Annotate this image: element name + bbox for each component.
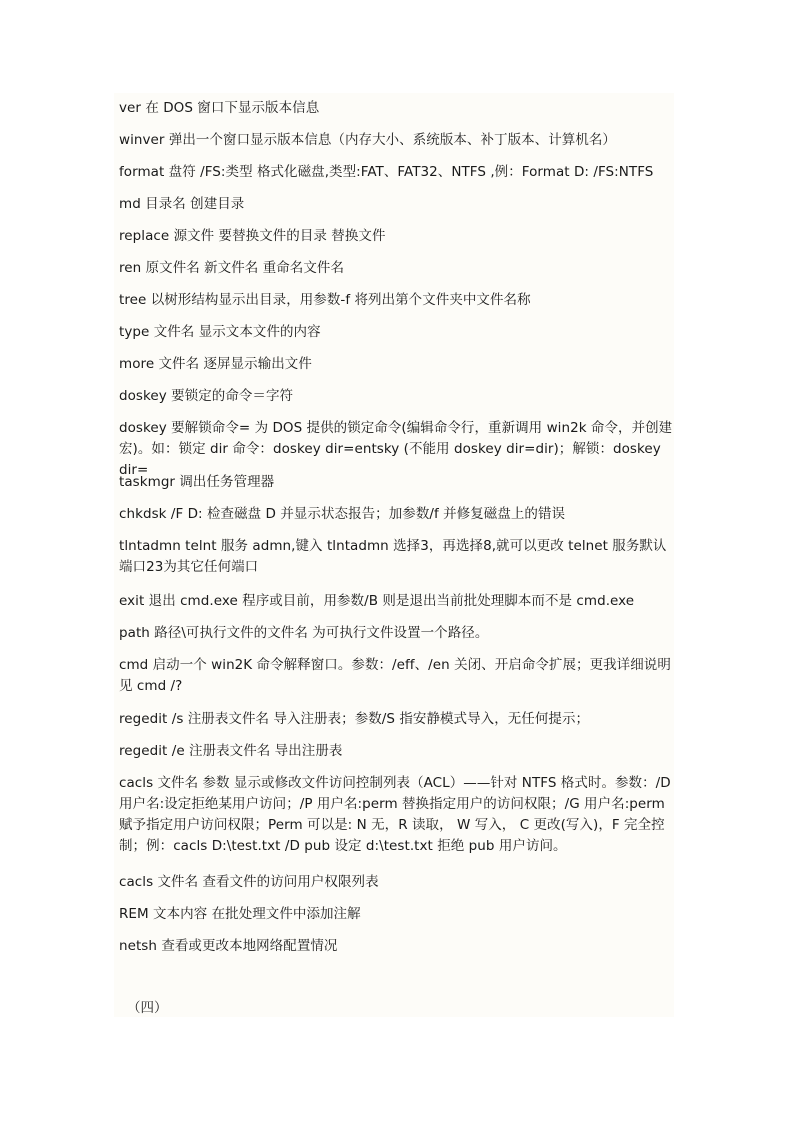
line-ren: ren 原文件名 新文件名 重命名文件名 [119, 260, 344, 276]
line-more: more 文件名 逐屏显示输出文件 [119, 356, 312, 372]
section-heading: （四） [127, 1000, 168, 1016]
line-cmd: cmd 启动一个 win2K 命令解释窗口。参数：/eff、/en 关闭、开启命令扩展；更我详细说明见 cmd /? [119, 657, 671, 694]
line-format: format 盘符 /FS:类型 格式化磁盘,类型:FAT、FAT32、NTFS ,例：Format D: /FS:NTFS [119, 164, 654, 180]
line-ver: ver 在 DOS 窗口下显示版本信息 [119, 100, 320, 116]
line-rem: REM 文本内容 在批处理文件中添加注解 [119, 906, 361, 922]
line-chkdsk: chkdsk /F D: 检查磁盘 D 并显示状态报告；加参数/f 并修复磁盘上的错误 [119, 506, 566, 522]
line-tree: tree 以树形结构显示出目录，用参数-f 将列出第个文件夹中文件名称 [119, 292, 531, 308]
line-netsh: netsh 查看或更改本地网络配置情况 [119, 938, 338, 954]
line-replace: replace 源文件 要替换文件的目录 替换文件 [119, 228, 386, 244]
line-taskmgr: taskmgr 调出任务管理器 [119, 474, 275, 490]
line-path: path 路径\可执行文件的文件名 为可执行文件设置一个路径。 [119, 625, 489, 641]
line-type: type 文件名 显示文本文件的内容 [119, 324, 321, 340]
line-tlntadmn: tlntadmn telnt 服务 admn,键入 tlntadmn 选择3，再选择8,就可以更改 telnet 服务默认端口23为其它任何端口 [119, 538, 667, 575]
line-winver: winver 弹出一个窗口显示版本信息（内存大小、系统版本、补丁版本、计算机名） [119, 132, 616, 148]
line-doskey-unlock: doskey 要解锁命令= 为 DOS 提供的锁定命令(编辑命令行，重新调用 win2k 命令，并创建宏)。如：锁定 dir 命令：doskey dir=entsky (不能用 doskey dir=dir)；解锁：doskey dir= [119, 420, 673, 478]
line-regedit-import: regedit /s 注册表文件名 导入注册表；参数/S 指安静模式导入，无任何提示； [119, 711, 590, 727]
line-exit: exit 退出 cmd.exe 程序或目前，用参数/B 则是退出当前批处理脚本而不是 cmd.exe [119, 593, 635, 609]
line-md: md 目录名 创建目录 [119, 196, 245, 212]
line-doskey-lock: doskey 要锁定的命令＝字符 [119, 388, 294, 404]
line-regedit-export: regedit /e 注册表文件名 导出注册表 [119, 743, 343, 759]
line-cacls-view: cacls 文件名 查看文件的访问用户权限列表 [119, 874, 379, 890]
line-cacls-modify: cacls 文件名 参数 显示或修改文件访问控制列表（ACL）——针对 NTFS 格式时。参数：/D 用户名:设定拒绝某用户访问；/P 用户名:perm 替换指定用户的访问权限；/G 用户名:perm 赋予指定用户访问权限；Perm 可以是: N 无，R 读取， W 写入， C 更改(写入)，F 完全控制；例：cacls D:\test.txt /D pub 设定 d:\test.txt 拒绝 pub 用户访问。 [119, 775, 671, 854]
